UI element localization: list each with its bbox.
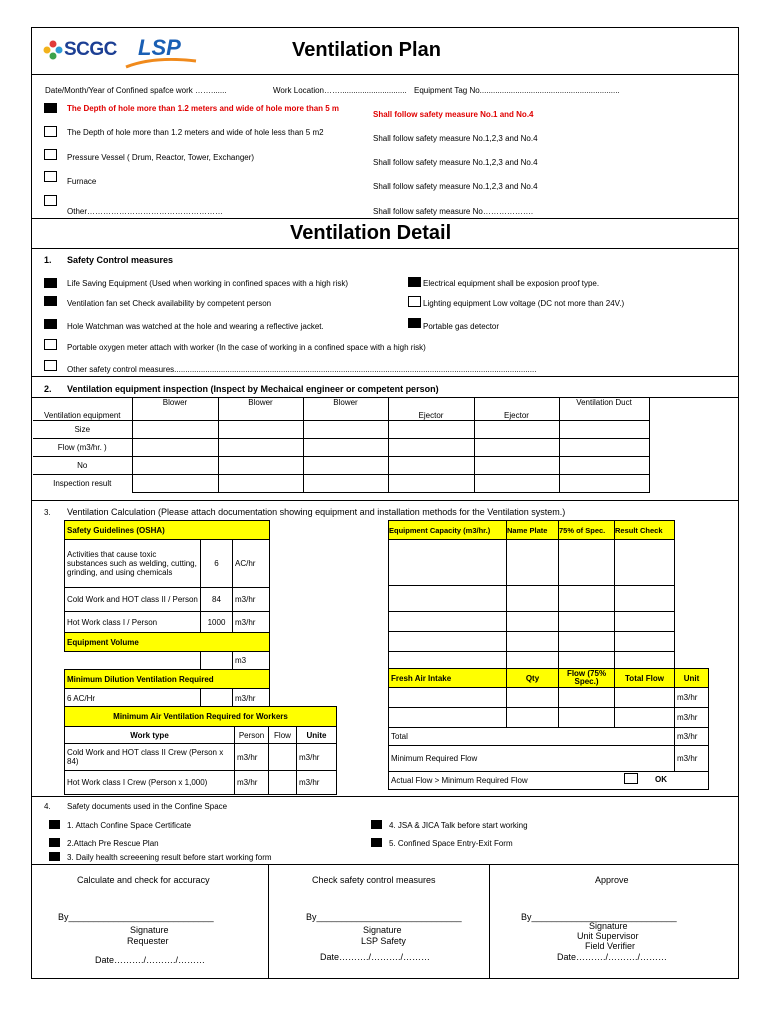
- dilution-label: 6 AC/Hr: [65, 689, 201, 708]
- equip-header-capacity: Equipment Capacity (m3/hr.): [389, 521, 507, 540]
- insp-header-blower-3: Blower: [303, 398, 388, 420]
- work-row-2-unit2: m3/hr: [297, 771, 337, 795]
- fresh-air-table: [388, 668, 709, 790]
- s1-right-item-1: Electrical equipment shall be exposion proof type.: [423, 279, 600, 288]
- ok-checkbox[interactable]: [624, 773, 638, 784]
- ok-label: OK: [655, 775, 667, 784]
- s3-number: 3.: [44, 508, 51, 517]
- date-field[interactable]: Date/Month/Year of Confined spafce work …….......: [45, 86, 227, 95]
- plan-row-5-measure: Shall follow safety measure No……………….: [373, 207, 534, 216]
- s1-check-5[interactable]: [44, 360, 57, 371]
- s1-right-item-3: Portable gas detector: [423, 322, 500, 331]
- s4-check-5[interactable]: [371, 838, 382, 847]
- plan-row-3-measure: Shall follow safety measure No.1,2,3 and No.4: [373, 158, 538, 167]
- s1-check-1[interactable]: [44, 278, 57, 288]
- guideline-2-label: Cold Work and HOT class II / Person: [65, 588, 201, 612]
- plan-row-2-measure: Shall follow safety measure No.1,2,3 and No.4: [373, 134, 538, 143]
- guideline-1-unit: AC/hr: [233, 540, 270, 588]
- s4-title: Safety documents used in the Confine Space: [67, 802, 228, 811]
- equip-header-75pct: 75% of Spec.: [559, 521, 615, 540]
- guideline-1-value: 6: [201, 540, 233, 588]
- guideline-2-value: 84: [201, 588, 233, 612]
- guideline-3-label: Hot Work class I / Person: [65, 612, 201, 633]
- sig-2-line-2: LSP Safety: [361, 936, 406, 946]
- plan-row-5-label: Other……………………………………………: [67, 207, 224, 216]
- s1-item-3: Hole Watchman was watched at the hole and wearing a reflective jacket.: [67, 322, 324, 331]
- page-title: Ventilation Plan: [292, 39, 441, 61]
- work-location-field[interactable]: Work Location……..............................: [273, 86, 407, 95]
- inspection-table: [33, 398, 650, 493]
- s1-check-2[interactable]: [44, 296, 57, 306]
- s4-item-2: 2.Attach Pre Rescue Plan: [67, 839, 159, 848]
- sig-1-line-1: Signature: [130, 925, 169, 935]
- equip-header-result: Result Check: [615, 521, 675, 540]
- sig-1-line-2: Requester: [127, 936, 169, 946]
- safety-guidelines-heading: Safety Guidelines (OSHA): [65, 521, 270, 540]
- flow-header: Flow: [269, 727, 297, 744]
- guideline-1-label: Activities that cause toxic substances such as welding, cutting, grinding, and using chemicals: [65, 540, 201, 588]
- s4-check-2[interactable]: [49, 838, 60, 847]
- s1-number: 1.: [44, 255, 52, 265]
- unite-header: Unite: [297, 727, 337, 744]
- insp-header-ejector-1: Ejector: [388, 398, 474, 420]
- dilution-unit: m3/hr: [233, 689, 270, 708]
- insp-row-no: No: [33, 456, 132, 474]
- plan-checkbox-1[interactable]: [44, 103, 57, 113]
- insp-row-size: Size: [33, 420, 132, 438]
- equipment-volume-heading: Equipment Volume: [65, 633, 270, 652]
- s4-check-4[interactable]: [371, 820, 382, 829]
- person-header: Person: [235, 727, 269, 744]
- s1-check-3[interactable]: [44, 319, 57, 329]
- work-row-1-label: Cold Work and HOT class II Crew (Person x 84): [65, 744, 235, 771]
- signature-block-lsp-safety: [268, 864, 489, 979]
- s4-item-1: 1. Attach Confine Space Certificate: [67, 821, 192, 830]
- plan-checkbox-2[interactable]: [44, 126, 57, 137]
- sig-3-heading: Approve: [595, 875, 629, 885]
- signature-block-requester: [31, 864, 268, 979]
- min-flow-label: Minimum Required Flow: [389, 746, 615, 772]
- sig-3-by[interactable]: By_____________________________: [521, 912, 677, 922]
- scgc-logo: [42, 37, 122, 63]
- equipment-tag-field[interactable]: Equipment Tag No...............................................................: [414, 86, 620, 95]
- work-row-2-unit1: m3/hr: [235, 771, 269, 795]
- insp-header-blower-1: Blower: [132, 398, 218, 420]
- sig-3-date[interactable]: Date………./………./………: [557, 952, 668, 962]
- s1-right-check-2[interactable]: [408, 296, 421, 307]
- min-flow-unit: m3/hr: [675, 746, 709, 772]
- guidelines-table: [64, 520, 270, 708]
- s1-check-4[interactable]: [44, 339, 57, 350]
- signature-block-approve: [489, 864, 739, 979]
- fresh-unit-1: m3/hr: [675, 688, 709, 708]
- s1-item-2: Ventilation fan set Check availability by competent person: [67, 299, 272, 308]
- lsp-logo: [124, 36, 200, 70]
- sig-1-by[interactable]: By_____________________________: [58, 912, 214, 922]
- workers-table: [64, 706, 337, 795]
- sig-2-by[interactable]: By_____________________________: [306, 912, 462, 922]
- s4-item-3: 3. Daily health screeening result before start working form: [67, 853, 272, 862]
- s4-number: 4.: [44, 802, 51, 811]
- s1-right-check-1[interactable]: [408, 277, 421, 287]
- form-frame: [31, 27, 739, 979]
- s4-item-5: 5. Confined Space Entry-Exit Form: [389, 839, 513, 848]
- guideline-3-value: 1000: [201, 612, 233, 633]
- min-dilution-heading: Minimum Dilution Ventilation Required: [65, 670, 270, 689]
- plan-row-4-label: Furnace: [67, 177, 97, 186]
- equip-header-nameplate: Name Plate: [507, 521, 559, 540]
- scgc-logo-text: SCGC: [64, 39, 117, 60]
- volume-unit: m3: [233, 652, 270, 670]
- sig-3-line-1: Signature: [589, 921, 628, 931]
- s1-title: Safety Control measures: [67, 255, 174, 265]
- insp-header-duct: Ventilation Duct: [559, 398, 649, 420]
- guideline-3-unit: m3/hr: [233, 612, 270, 633]
- s3-title: Ventilation Calculation (Please attach documentation showing equipment and installation methods for the Ventilation system.): [67, 507, 566, 517]
- sig-2-date[interactable]: Date………./………./………: [320, 952, 431, 962]
- work-type-header: Work type: [65, 727, 235, 744]
- s4-check-1[interactable]: [49, 820, 60, 829]
- sig-1-date[interactable]: Date………./………./………: [95, 955, 206, 965]
- insp-header-blower-2: Blower: [218, 398, 303, 420]
- work-row-1-unit1: m3/hr: [235, 744, 269, 771]
- s1-item-5: Other safety control measures...................................................................................................................................................................: [67, 365, 537, 374]
- plan-row-4-measure: Shall follow safety measure No.1,2,3 and No.4: [373, 182, 538, 191]
- insp-row-result: Inspection result: [33, 474, 132, 492]
- total-unit: m3/hr: [675, 728, 709, 746]
- s2-title: Ventilation equipment inspection (Inspect by Mechaical engineer or competent person): [67, 384, 439, 394]
- equipment-capacity-table: [388, 520, 675, 670]
- lsp-logo-text: LSP: [138, 35, 181, 60]
- fresh-header-unit: Unit: [675, 669, 709, 688]
- s2-number: 2.: [44, 384, 52, 394]
- actual-flow-label: Actual Flow > Minimum Required Flow: [389, 772, 615, 790]
- plan-checkbox-3[interactable]: [44, 149, 57, 160]
- work-row-2-label: Hot Work class I Crew (Person x 1,000): [65, 771, 235, 795]
- insp-header-equipment: Ventilation equipment: [33, 398, 132, 420]
- sig-1-heading: Calculate and check for accuracy: [77, 875, 210, 885]
- s4-check-3[interactable]: [49, 852, 60, 861]
- fresh-header-flow: Flow (75% Spec.): [559, 669, 615, 688]
- plan-checkbox-5[interactable]: [44, 195, 57, 206]
- s1-item-1: Life Saving Equipment (Used when working in confined spaces with a high risk): [67, 279, 349, 288]
- s1-right-check-3[interactable]: [408, 318, 421, 328]
- plan-checkbox-4[interactable]: [44, 171, 57, 182]
- fresh-header-total: Total Flow: [615, 669, 675, 688]
- plan-row-1-label: The Depth of hole more than 1.2 meters and wide of hole more than 5 m: [67, 104, 340, 113]
- plan-row-2-label: The Depth of hole more than 1.2 meters and wide of hole less than 5 m2: [67, 128, 324, 137]
- work-row-1-unit2: m3/hr: [297, 744, 337, 771]
- sig-2-heading: Check safety control measures: [312, 875, 436, 885]
- plan-row-1-measure: Shall follow safety measure No.1 and No.4: [373, 110, 534, 119]
- fresh-unit-2: m3/hr: [675, 708, 709, 728]
- total-label: Total: [389, 728, 507, 746]
- min-air-heading: Minimum Air Ventilation Required for Workers: [65, 707, 337, 727]
- s4-item-4: 4. JSA & JICA Talk before start working: [389, 821, 528, 830]
- sig-3-line-3: Field Verifier: [585, 941, 636, 951]
- insp-header-ejector-2: Ejector: [474, 398, 559, 420]
- fresh-header-intake: Fresh Air Intake: [389, 669, 507, 688]
- s1-right-item-2: Lighting equipment Low voltage (DC not more than 24V.): [423, 299, 625, 308]
- insp-row-flow: Flow (m3/hr. ): [33, 438, 132, 456]
- fresh-header-qty: Qty: [507, 669, 559, 688]
- sig-2-line-1: Signature: [363, 925, 402, 935]
- plan-row-3-label: Pressure Vessel ( Drum, Reactor, Tower, Exchanger): [67, 153, 255, 162]
- s1-item-4: Portable oxygen meter attach with worker (In the case of working in a confined space with a high risk): [67, 343, 426, 352]
- detail-title: Ventilation Detail: [290, 222, 452, 244]
- sig-3-line-2: Unit Supervisor: [577, 931, 639, 941]
- guideline-2-unit: m3/hr: [233, 588, 270, 612]
